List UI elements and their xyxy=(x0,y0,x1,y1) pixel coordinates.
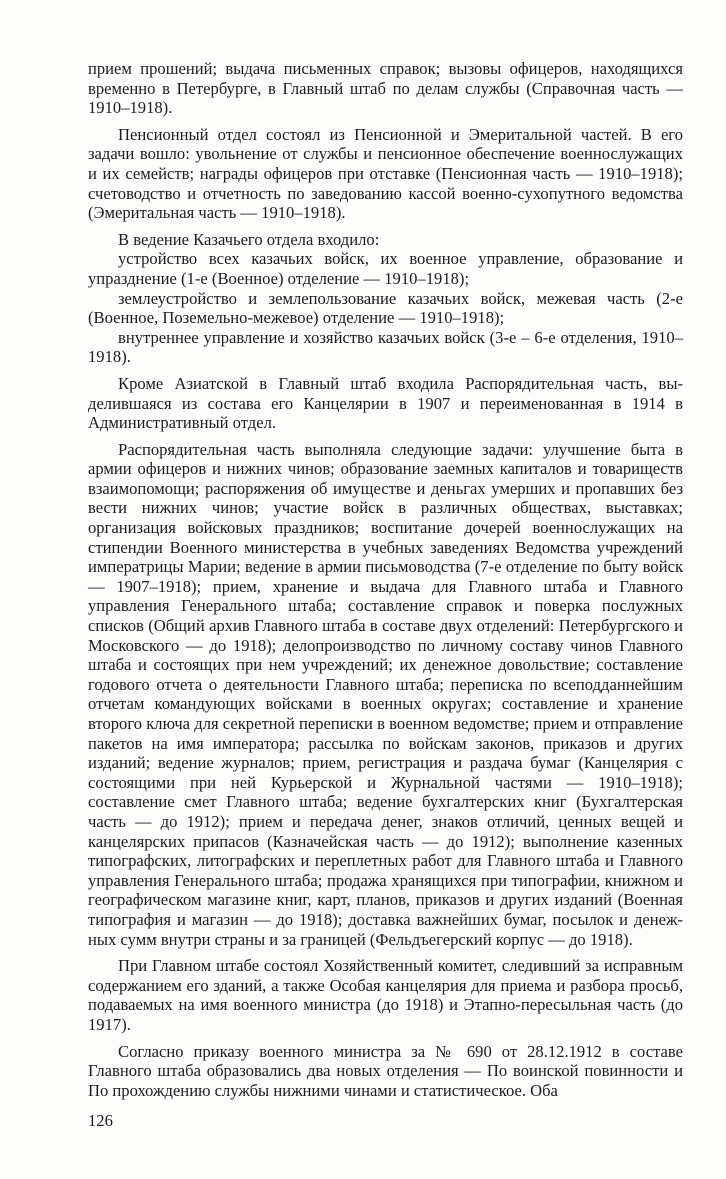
paragraph-cossack-item-1: устройство всех казачьих войск, их военное управление, образование и упразднение (1-е (Военное) отделение — 1910–1918); xyxy=(88,249,683,288)
paragraph-cossack-item-2: землеустройство и землепользование казачьих войск, межевая часть (2-е (Военное, Поземельно-межевое) отделение — 1910–1918); xyxy=(88,288,683,328)
paragraph-cossack-item-3: внутреннее управление и хозяйство казачьих войск (3-е – 6-е отделения, 1910–1918). xyxy=(88,327,683,367)
paragraph-administrative-part: Кроме Азиатской в Главный штаб входила Распорядительная часть, выделившаяся из состава его Канцелярии в 1907 и переименованная в 1914 в Административный отдел. xyxy=(88,373,683,433)
paragraph-continuation: прием прошений; выдача письменных справок; вызовы офицеров, находящихся временно в Петербурге, в Главный штаб по делам службы (Справочная часть — 1910–1918). xyxy=(88,59,683,118)
paragraph-order-690: Согласно приказу военного министра за № 690 от 28.12.1912 в составе Главного штаба образовались два новых отделения — По воинской повинности и По прохождению службы нижними чинами и статистическое. Оба xyxy=(88,1041,683,1100)
body-text xyxy=(88,59,683,1107)
paragraph-cossack-intro: В ведение Казачьего отдела входило: xyxy=(118,229,380,249)
paragraph-economic-committee: При Главном штабе состоял Хозяйственный комитет, следивший за исправным содержанием его зданий, а также Особая канцелярия для приема и разбора просьб, подаваемых на имя военного министра (до 1918) и Этапно-пересыльная часть (до 1917). xyxy=(88,956,683,1034)
page-number: 126 xyxy=(88,1111,113,1130)
paragraph-pension-department: Пенсионный отдел состоял из Пенсионной и Эмеритальной частей. В его задачи вошло: увольнение от службы и пенсионное обеспечение военнослужащих и их семейств; награды офицеров при отставке (Пенсионная часть — 1910–1918); счетоводство и отчетность по заведованию кассой военно-сухопутного ведомства (Эмеритальная часть — 1910–1918). xyxy=(88,124,683,223)
paragraph-administrative-tasks: Распорядительная часть выполняла следующие задачи: улучшение быта в армии офицеров и нижних чинов; образование заемных капиталов и товариществ взаимопомощи; распоряжения об имуществе и деньгах умерших и пропавших без вести нижних чинов; участие войск в различных обществах, выставках; организация войсковых праздников; воспитание дочерей военнослужащих на стипендии Военного министерства в учебных заведениях Ведомства учреждений императрицы Марии; ведение в армии письмоводства (7-е отделение по быту войск — 1907–1918); прием, хранение и выдача для Главного штаба и Главного управления Генерального штаба; составление справок и поверка послужных списков (Общий архив Главного штаба в составе двух отделений: Петербургского и Московского — до 1918); делопроизводство по личному составу чинов Главного штаба и состоящих при нем учреждений; их денежное довольствие; составление годового отчета о деятельности Главного штаба; переписка по всеподданнейшим отчетам командующих войсками в военных округах; составление и хранение второго ключа для секретной переписки в военном ведомстве; прием и отправление пакетов на имя императора; рассылка по войскам законов, приказов и других изданий; ведение журналов; прием, регистрация и раздача бумаг (Канцелярия с состоящими при ней Курьерской и Журнальной частями — 1910–1918); составление смет Главного штаба; ведение бухгалтерских книг (Бухгалтерская часть — до 1912); прием и передача денег, знаков отличий, ценных вещей и канцелярских припасов (Казначейская часть — до 1912); выполнение казенных типографских, литографских и переплетных работ для Главного штаба и Главного управления Генерального штаба; продажа хранящихся при типографии, книжном и географическом магазине книг, карт, планов, приказов и других изданий (Военная типография и магазин — до 1918); доставка важнейших бумаг, посылок и денежных сумм внутри страны и за границей (Фельдъегерский корпус — до 1918). xyxy=(88,439,683,949)
